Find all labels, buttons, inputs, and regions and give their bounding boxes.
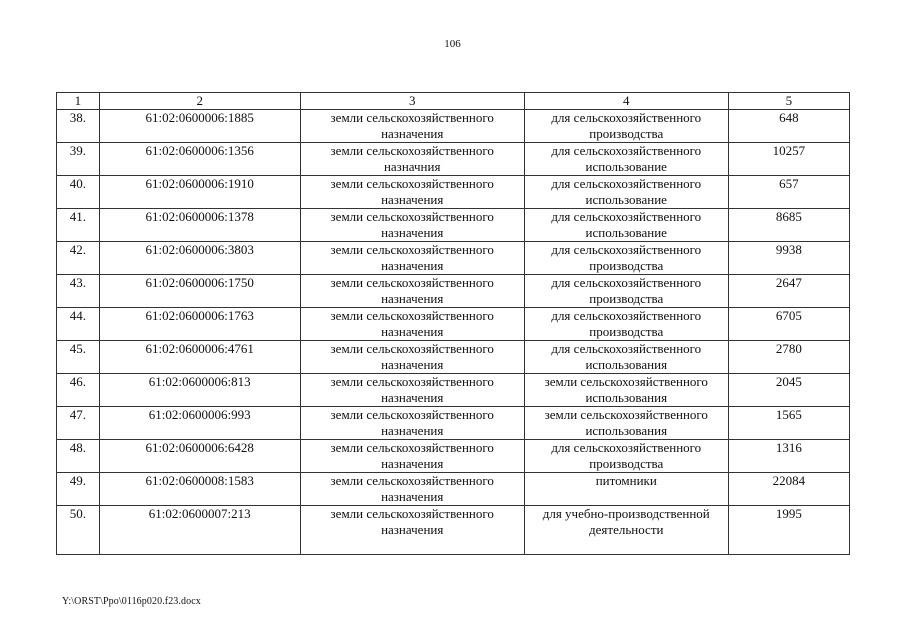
cell-area: 657 [728,176,849,209]
cell-permitted-use: для сельскохозяйственного использование [524,209,728,242]
table-row [57,308,850,341]
cell-area: 2780 [728,341,849,374]
table-body [57,110,850,555]
table-row [57,506,850,555]
cell-area: 9938 [728,242,849,275]
cell-land-category: земли сельскохозяйственного назначния [300,143,524,176]
cell-cadastral-number: 61:02:0600008:1583 [99,473,300,506]
cell-area: 1995 [728,506,849,555]
land-plots-table [56,92,850,555]
table-row [57,275,850,308]
cell-cadastral-number: 61:02:0600006:1885 [99,110,300,143]
cell-cadastral-number: 61:02:0600006:1763 [99,308,300,341]
cell-land-category: земли сельскохозяйственного назначения [300,506,524,555]
cell-land-category: земли сельскохозяйственного назначения [300,209,524,242]
cell-area: 8685 [728,209,849,242]
cell-permitted-use: для сельскохозяйственного использование [524,143,728,176]
cell-permitted-use: для учебно-производственной деятельности [524,506,728,555]
cell-land-category: земли сельскохозяйственного назначения [300,407,524,440]
cell-number: 41. [57,209,100,242]
footer-file-path: Y:\ORST\Ppo\0116p020.f23.docx [62,596,201,607]
cell-number: 50. [57,506,100,555]
column-header-number: 1 [57,93,100,110]
cell-cadastral-number: 61:02:0600006:813 [99,374,300,407]
table-row [57,242,850,275]
cell-permitted-use: питомники [524,473,728,506]
cell-cadastral-number: 61:02:0600006:3803 [99,242,300,275]
cell-cadastral-number: 61:02:0600006:1356 [99,143,300,176]
cell-area: 648 [728,110,849,143]
cell-land-category: земли сельскохозяйственного назначения [300,440,524,473]
cell-number: 47. [57,407,100,440]
table-row [57,341,850,374]
cell-area: 1565 [728,407,849,440]
cell-number: 45. [57,341,100,374]
column-header-category: 3 [300,93,524,110]
cell-land-category: земли сельскохозяйственного назначения [300,110,524,143]
cell-area: 2647 [728,275,849,308]
cell-number: 49. [57,473,100,506]
cell-land-category: земли сельскохозяйственного назначения [300,275,524,308]
cell-land-category: земли сельскохозяйственного назначения [300,473,524,506]
table-row [57,374,850,407]
cell-permitted-use: для сельскохозяйственного использования [524,341,728,374]
cell-cadastral-number: 61:02:0600006:1378 [99,209,300,242]
cell-permitted-use: для сельскохозяйственного производства [524,242,728,275]
cell-number: 43. [57,275,100,308]
cell-number: 38. [57,110,100,143]
table-row [57,407,850,440]
cell-cadastral-number: 61:02:0600006:6428 [99,440,300,473]
cell-permitted-use: земли сельскохозяйственного использования [524,407,728,440]
cell-cadastral-number: 61:02:0600006:1910 [99,176,300,209]
cell-permitted-use: для сельскохозяйственного производства [524,275,728,308]
column-header-area: 5 [728,93,849,110]
cell-area: 1316 [728,440,849,473]
cell-permitted-use: для сельскохозяйственного производства [524,440,728,473]
column-header-cadastral: 2 [99,93,300,110]
table-row [57,110,850,143]
cell-cadastral-number: 61:02:0600006:4761 [99,341,300,374]
cell-cadastral-number: 61:02:0600006:993 [99,407,300,440]
cell-number: 42. [57,242,100,275]
cell-permitted-use: для сельскохозяйственного использование [524,176,728,209]
cell-number: 44. [57,308,100,341]
cell-land-category: земли сельскохозяйственного назначения [300,341,524,374]
cell-number: 48. [57,440,100,473]
cell-area: 10257 [728,143,849,176]
table-row [57,209,850,242]
cell-land-category: земли сельскохозяйственного назначения [300,374,524,407]
cell-number: 46. [57,374,100,407]
cell-permitted-use: для сельскохозяйственного производства [524,308,728,341]
table-row [57,473,850,506]
table-row [57,143,850,176]
page-number: 106 [444,38,461,50]
cell-cadastral-number: 61:02:0600007:213 [99,506,300,555]
table-header-row [57,93,850,110]
cell-land-category: земли сельскохозяйственного назначения [300,308,524,341]
cell-land-category: земли сельскохозяйственного назначения [300,176,524,209]
cell-number: 39. [57,143,100,176]
cell-permitted-use: для сельскохозяйственного производства [524,110,728,143]
cell-number: 40. [57,176,100,209]
cell-permitted-use: земли сельскохозяйственного использования [524,374,728,407]
cell-area: 22084 [728,473,849,506]
cell-land-category: земли сельскохозяйственного назначения [300,242,524,275]
cell-area: 2045 [728,374,849,407]
table-row [57,176,850,209]
cell-area: 6705 [728,308,849,341]
cell-cadastral-number: 61:02:0600006:1750 [99,275,300,308]
table-row [57,440,850,473]
column-header-use: 4 [524,93,728,110]
